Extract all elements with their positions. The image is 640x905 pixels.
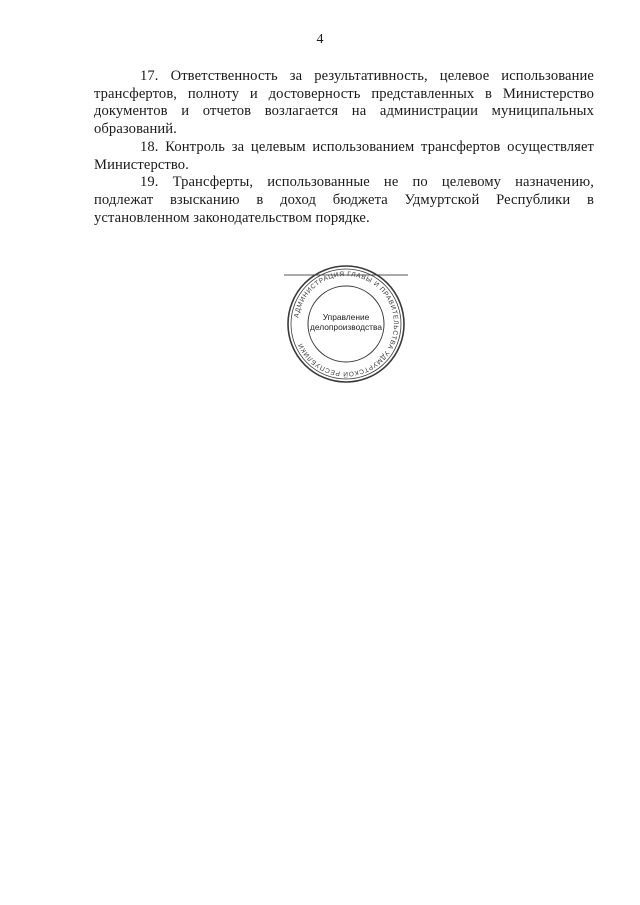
stamp-seal-icon bbox=[284, 262, 408, 386]
page-number: 4 bbox=[316, 32, 324, 47]
paragraph-19: 19. Трансферты, использованные не по целевому назначению, подлежат взысканию в доход бюджета Удмуртской Республики в установленном законодательством порядке. bbox=[94, 174, 594, 226]
stamp-center-line2: делопроизводства bbox=[309, 322, 383, 332]
official-stamp bbox=[284, 262, 408, 386]
paragraph-17: 17. Ответственность за результативность, целевое использование трансфертов, полноту и достоверность представленных в Министерство документов и отчетов возлагается на администрации муниципальных образований. bbox=[94, 68, 594, 138]
document-body bbox=[94, 68, 594, 227]
stamp-center-line1: Управление bbox=[322, 312, 370, 322]
stamp-ring-text: АДМИНИСТРАЦИЯ ГЛАВЫ И ПРАВИТЕЛЬСТВА УДМУРТСКОЙ РЕСПУБЛИКИ bbox=[293, 270, 400, 378]
paragraph-18: 18. Контроль за целевым использованием трансфертов осуществляет Министерство. bbox=[94, 138, 594, 173]
